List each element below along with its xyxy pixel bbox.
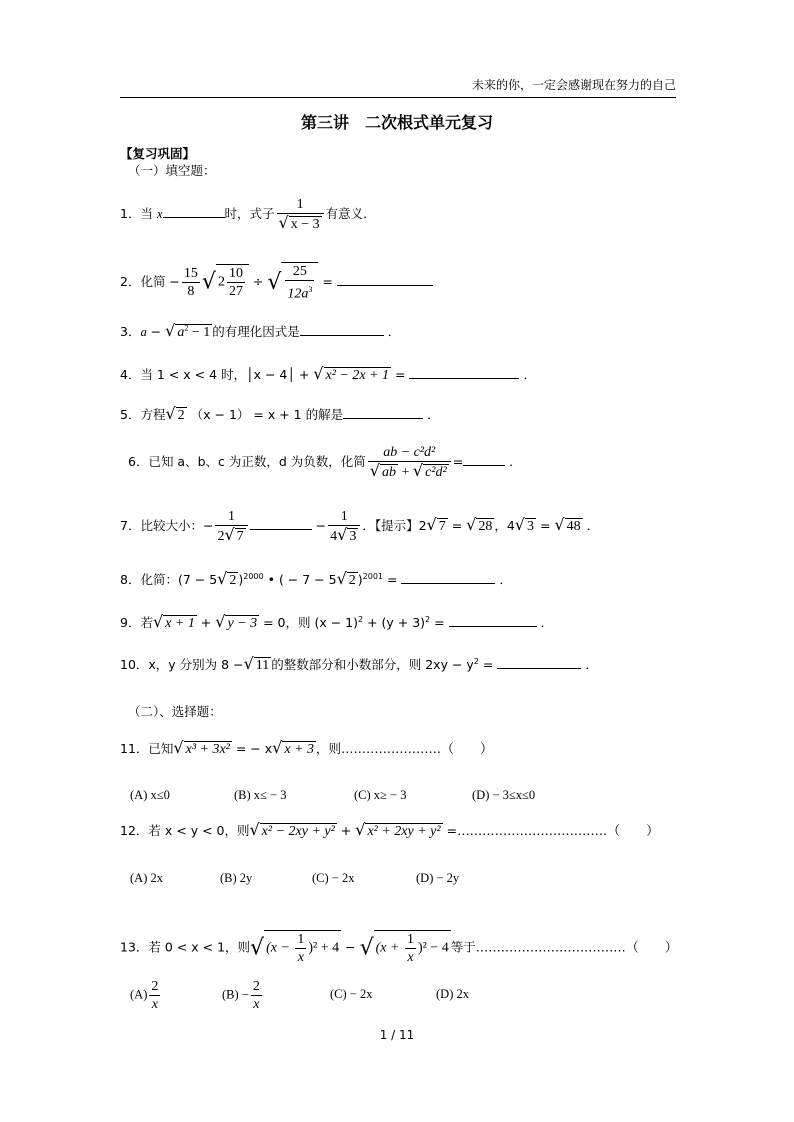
q3-suffix: 的有理化因式是 bbox=[212, 324, 300, 339]
q5-mid: （x − 1） = x + 1 的解是 bbox=[190, 407, 344, 422]
q12-dots: ……………………………… bbox=[457, 823, 608, 838]
q10-end: ． bbox=[585, 657, 598, 672]
q13-r1b: )² + 4 bbox=[308, 940, 340, 956]
q8-blank bbox=[401, 582, 495, 584]
header-divider bbox=[120, 97, 676, 98]
q2-blank bbox=[337, 284, 433, 286]
q7-hint: ．【提示】2 bbox=[362, 518, 427, 533]
q1-suffix: 有意义． bbox=[325, 206, 376, 221]
q12-option-b[interactable]: (B) 2y bbox=[220, 871, 253, 885]
q10-rad: 11 bbox=[255, 658, 270, 673]
q7-d1-rad: 7 bbox=[236, 529, 244, 544]
q10-prefix: 10．x，y 分别为 8 − bbox=[120, 657, 244, 672]
q3-a: a bbox=[140, 325, 147, 339]
q11-answer-paren[interactable]: （ ） bbox=[441, 742, 494, 757]
q6-eq: = bbox=[452, 454, 464, 469]
q2-div: ÷ bbox=[252, 274, 264, 290]
q5-prefix: 5．方程 bbox=[120, 407, 166, 422]
q2-root2: √ $\frac{25}{12a^3}$ bbox=[267, 262, 318, 303]
q9-end: ． bbox=[540, 615, 554, 630]
q6-num: ab − c²d² bbox=[368, 444, 451, 462]
q13-option-d[interactable]: (D) 2x bbox=[436, 987, 469, 1002]
q11-r2: x + 3 bbox=[284, 742, 315, 757]
q7-h4: 3 bbox=[527, 519, 534, 534]
q8-p2: ( − 7 − 5 bbox=[278, 572, 337, 587]
q2-f2-exp: 3 bbox=[308, 285, 313, 294]
q1-den: x − 3 bbox=[290, 217, 320, 232]
q4-root: √ x² − 2x + 1 bbox=[313, 364, 390, 383]
section-fill: （一）填空题： bbox=[128, 163, 216, 178]
q7-d2-coef: 4 bbox=[330, 529, 338, 544]
q2-mixed-whole: 2 bbox=[217, 275, 225, 291]
q13-root1: √ (x − $\frac{1}{x}$ )² + 4 bbox=[250, 932, 340, 965]
question-7: 7．比较大小：− $\frac{1}{2√ 7}$ − $\frac{1}{4√ 3}$ ．【提示】2√ 7 = √ 28 ，4√ 3 = √ 48 ． bbox=[120, 509, 600, 544]
q10-mid: 的整数部分和小数部分，则 2xy − y bbox=[271, 657, 474, 672]
q12-plus: + bbox=[336, 823, 356, 838]
q7-h6: 48 bbox=[566, 519, 581, 534]
q13-option-a-label: (A) bbox=[130, 987, 148, 1002]
q3-minus: − bbox=[146, 324, 166, 339]
q7-h2: 28 bbox=[478, 519, 493, 534]
q3-root: √ $a^2 - 1$ bbox=[165, 321, 211, 340]
q9-mid2: + (y + 3) bbox=[363, 615, 426, 630]
q12-eq: = bbox=[442, 823, 458, 838]
q9-e1: 2 bbox=[358, 614, 364, 624]
q6-den1: ab bbox=[381, 465, 396, 480]
q11-option-a[interactable]: (A) x≤0 bbox=[130, 788, 170, 802]
q1-num: 1 bbox=[277, 196, 324, 214]
q12-option-c[interactable]: (C) − 2x bbox=[312, 871, 355, 885]
q9-prefix: 9．若 bbox=[120, 615, 153, 630]
q2-f1-num: 15 bbox=[183, 266, 198, 282]
q13-r2b: )² − 4 bbox=[417, 940, 449, 956]
question-2 bbox=[120, 262, 433, 303]
q5-blank bbox=[343, 417, 423, 419]
q2-frac1 bbox=[182, 265, 200, 300]
q11-options bbox=[130, 789, 535, 802]
q2-mixed-den: 27 bbox=[228, 284, 243, 300]
q4-eq: = bbox=[391, 367, 406, 382]
q2-f2-num: 25 bbox=[285, 263, 314, 281]
q13-dots: ……………………………… bbox=[475, 939, 626, 955]
q13-opt-a-num: 2 bbox=[151, 979, 159, 994]
q5-root: √ 2 bbox=[165, 404, 185, 423]
q12-r1: x² − 2xy + y² bbox=[261, 824, 335, 839]
q13-opt-b-num: 2 bbox=[252, 979, 260, 994]
question-1 bbox=[120, 196, 376, 233]
question-8: 8．化简：(7 − 5√ 2 )$^{2000}$ • ( − 7 − 5√ 2 )$^{2001}$ = ． bbox=[120, 569, 512, 588]
q7-h1-eq: = bbox=[447, 518, 467, 533]
q8-mid: ) bbox=[238, 572, 244, 587]
q7-h3: ，4 bbox=[494, 518, 515, 533]
q7-n1: 1 bbox=[215, 508, 247, 526]
q7-blank bbox=[250, 528, 312, 530]
q13-suffix: 等于 bbox=[450, 939, 476, 955]
q13-root2: √ (x + $\frac{1}{x}$ )² − 4 bbox=[359, 932, 449, 965]
q7-end: ． bbox=[586, 518, 600, 533]
q6-blank bbox=[463, 464, 505, 466]
q9-blank bbox=[449, 625, 537, 627]
q3-rad: a bbox=[177, 325, 185, 340]
q7-h1: 7 bbox=[438, 519, 446, 534]
question-3: 3．a − √ $a^2 - 1$ 的有理化因式是 ． bbox=[120, 321, 401, 340]
q7-frac1: $\frac{1}{2√ 7}$ bbox=[215, 508, 247, 545]
q13-option-b[interactable] bbox=[222, 978, 330, 1013]
q8-dot: • bbox=[263, 572, 279, 587]
question-10: 10．x，y 分别为 8 −√ 11 的整数部分和小数部分，则 $2xy - y^2$ = ． bbox=[120, 654, 598, 673]
q1-mid: 时，式子 bbox=[224, 206, 275, 221]
q7-n2: 1 bbox=[328, 508, 360, 526]
q9-eq: = bbox=[430, 615, 445, 630]
q12-answer-paren[interactable]: （ ） bbox=[607, 824, 660, 839]
section-choice: （二）、选择题： bbox=[128, 704, 222, 719]
q7-frac2: $\frac{1}{4√ 3}$ bbox=[328, 508, 360, 545]
q8-end: ． bbox=[499, 572, 512, 587]
q8-prefix: 8．化简：(7 − 5 bbox=[120, 572, 218, 587]
q6-plus: + bbox=[397, 465, 413, 480]
q11-r1: x³ + 3x² bbox=[185, 742, 230, 757]
section-review: 【复习巩固】 bbox=[120, 146, 196, 161]
q3-exp: 2 bbox=[184, 323, 189, 333]
q13-answer-paren[interactable]: （ ） bbox=[625, 940, 678, 956]
q13-opt-b-den: x bbox=[253, 997, 260, 1012]
q9-e2: 2 bbox=[425, 614, 431, 624]
q6-fraction: $\frac{\text{ab − c²d²}}{\text{√ ab + √ c²d²}}$ bbox=[368, 444, 451, 481]
q11-prefix: 11．已知 bbox=[120, 741, 174, 756]
q8-rad1: 2 bbox=[229, 573, 237, 588]
q2-mixed-num: 10 bbox=[228, 266, 243, 282]
q9-r2: y − 3 bbox=[227, 616, 258, 631]
q11-mid: = − x bbox=[231, 741, 273, 756]
question-11: 11．已知√ x³ + 3x² = − x√ x + 3 ，则……………………（ ） bbox=[120, 738, 494, 757]
q11-dots: …………………… bbox=[341, 741, 442, 756]
q1-var: x bbox=[156, 207, 163, 221]
question-9: 9．若√ x + 1 + √ y − 3 = 0，则 $(x - 1)^2 + (y + 3)^2$ = ． bbox=[120, 612, 554, 631]
q1-fraction: $\frac{1}{√ x - 3}$ bbox=[277, 196, 324, 233]
q7-h5: = bbox=[536, 518, 555, 533]
q12-r2: x² + 2xy + y² bbox=[367, 824, 441, 839]
q8-eq: = bbox=[383, 572, 398, 587]
q13-option-b-label: (B) − bbox=[222, 987, 249, 1002]
q11-option-d[interactable]: (D) − 3≤x≤0 bbox=[472, 788, 536, 802]
q12-option-d[interactable]: (D) − 2y bbox=[416, 871, 460, 885]
q1-blank bbox=[163, 216, 225, 218]
q13-options bbox=[130, 978, 469, 1013]
q2-prefix: 2．化简 − bbox=[120, 274, 180, 290]
q12-option-a[interactable]: (A) 2x bbox=[130, 871, 163, 885]
q3-rest: − 1 bbox=[188, 325, 211, 340]
q2-root1: √ 2 $\frac{10}{27}$ bbox=[202, 264, 249, 300]
q2-f1-den: 8 bbox=[187, 284, 195, 300]
question-4 bbox=[120, 366, 536, 383]
q8-exp1: 2000 bbox=[243, 571, 264, 581]
q2-f2-den: 12a bbox=[287, 286, 309, 302]
q4-blank bbox=[409, 377, 519, 379]
q3-blank bbox=[300, 334, 384, 336]
q7-d1-coef: 2 bbox=[217, 529, 225, 544]
q10-eq: = bbox=[478, 657, 494, 672]
q13-opt-a-den: x bbox=[151, 997, 158, 1012]
q13-prefix: 13．若 0 < x < 1，则 bbox=[120, 939, 251, 955]
q10-blank bbox=[497, 667, 581, 669]
q4-rad: x² − 2x + 1 bbox=[325, 368, 390, 383]
question-13 bbox=[120, 930, 678, 966]
q7-d2-rad: 3 bbox=[349, 529, 357, 544]
q6-end: ． bbox=[509, 454, 522, 469]
q5-end: ． bbox=[427, 407, 440, 422]
q4-end: ． bbox=[523, 367, 536, 382]
q4-prefix: 4．当 1 < x < 4 时， bbox=[120, 367, 247, 382]
q13-r2a: (x + bbox=[375, 940, 403, 956]
q8-rad2: 2 bbox=[348, 573, 356, 588]
q8-exp2: 2001 bbox=[362, 571, 384, 581]
q9-r1: x + 1 bbox=[165, 616, 195, 631]
q4-abs: │x − 4│ + bbox=[246, 367, 314, 382]
question-12: 12．若 x < y < 0，则√ x² − 2xy + y² + √ x² + 2xy + y² =………………………………（ ） bbox=[120, 820, 660, 839]
q9-mid: = 0，则 (x − 1) bbox=[259, 615, 358, 630]
q10-exp: 2 bbox=[473, 656, 479, 666]
q11-option-b[interactable]: (B) x≤ − 3 bbox=[234, 788, 287, 802]
question-6 bbox=[128, 444, 522, 481]
q1-prefix: 1．当 bbox=[120, 206, 157, 221]
q9-plus: + bbox=[196, 615, 216, 630]
q12-prefix: 12．若 x < y < 0，则 bbox=[120, 823, 250, 838]
q7-minus: − bbox=[315, 518, 327, 533]
q11-suffix: ，则 bbox=[316, 741, 342, 756]
q13-option-c[interactable]: (C) − 2x bbox=[330, 987, 373, 1002]
page-number: 1 / 11 bbox=[379, 1028, 415, 1042]
q3-end: ． bbox=[387, 324, 401, 339]
q6-prefix: 6．已知 a、b、c 为正数，d 为负数，化简 bbox=[128, 454, 366, 469]
q6-den2: c²d² bbox=[425, 465, 447, 480]
question-5 bbox=[120, 406, 440, 423]
q7-prefix: 7．比较大小：− bbox=[120, 518, 214, 533]
q12-options bbox=[130, 872, 459, 885]
q2-eq: = bbox=[322, 274, 333, 290]
q5-rad: 2 bbox=[177, 408, 185, 423]
q13-option-a[interactable] bbox=[130, 978, 222, 1013]
q13-r1a: (x − bbox=[266, 940, 294, 956]
q11-option-c[interactable]: (C) x≥ − 3 bbox=[354, 788, 407, 802]
header-motto: 未来的你，一定会感谢现在努力的自己 bbox=[471, 78, 676, 92]
q13-minus: − bbox=[341, 939, 360, 955]
q8-mid2: ) bbox=[357, 572, 363, 587]
page-title: 第三讲 二次根式单元复习 bbox=[300, 113, 493, 132]
